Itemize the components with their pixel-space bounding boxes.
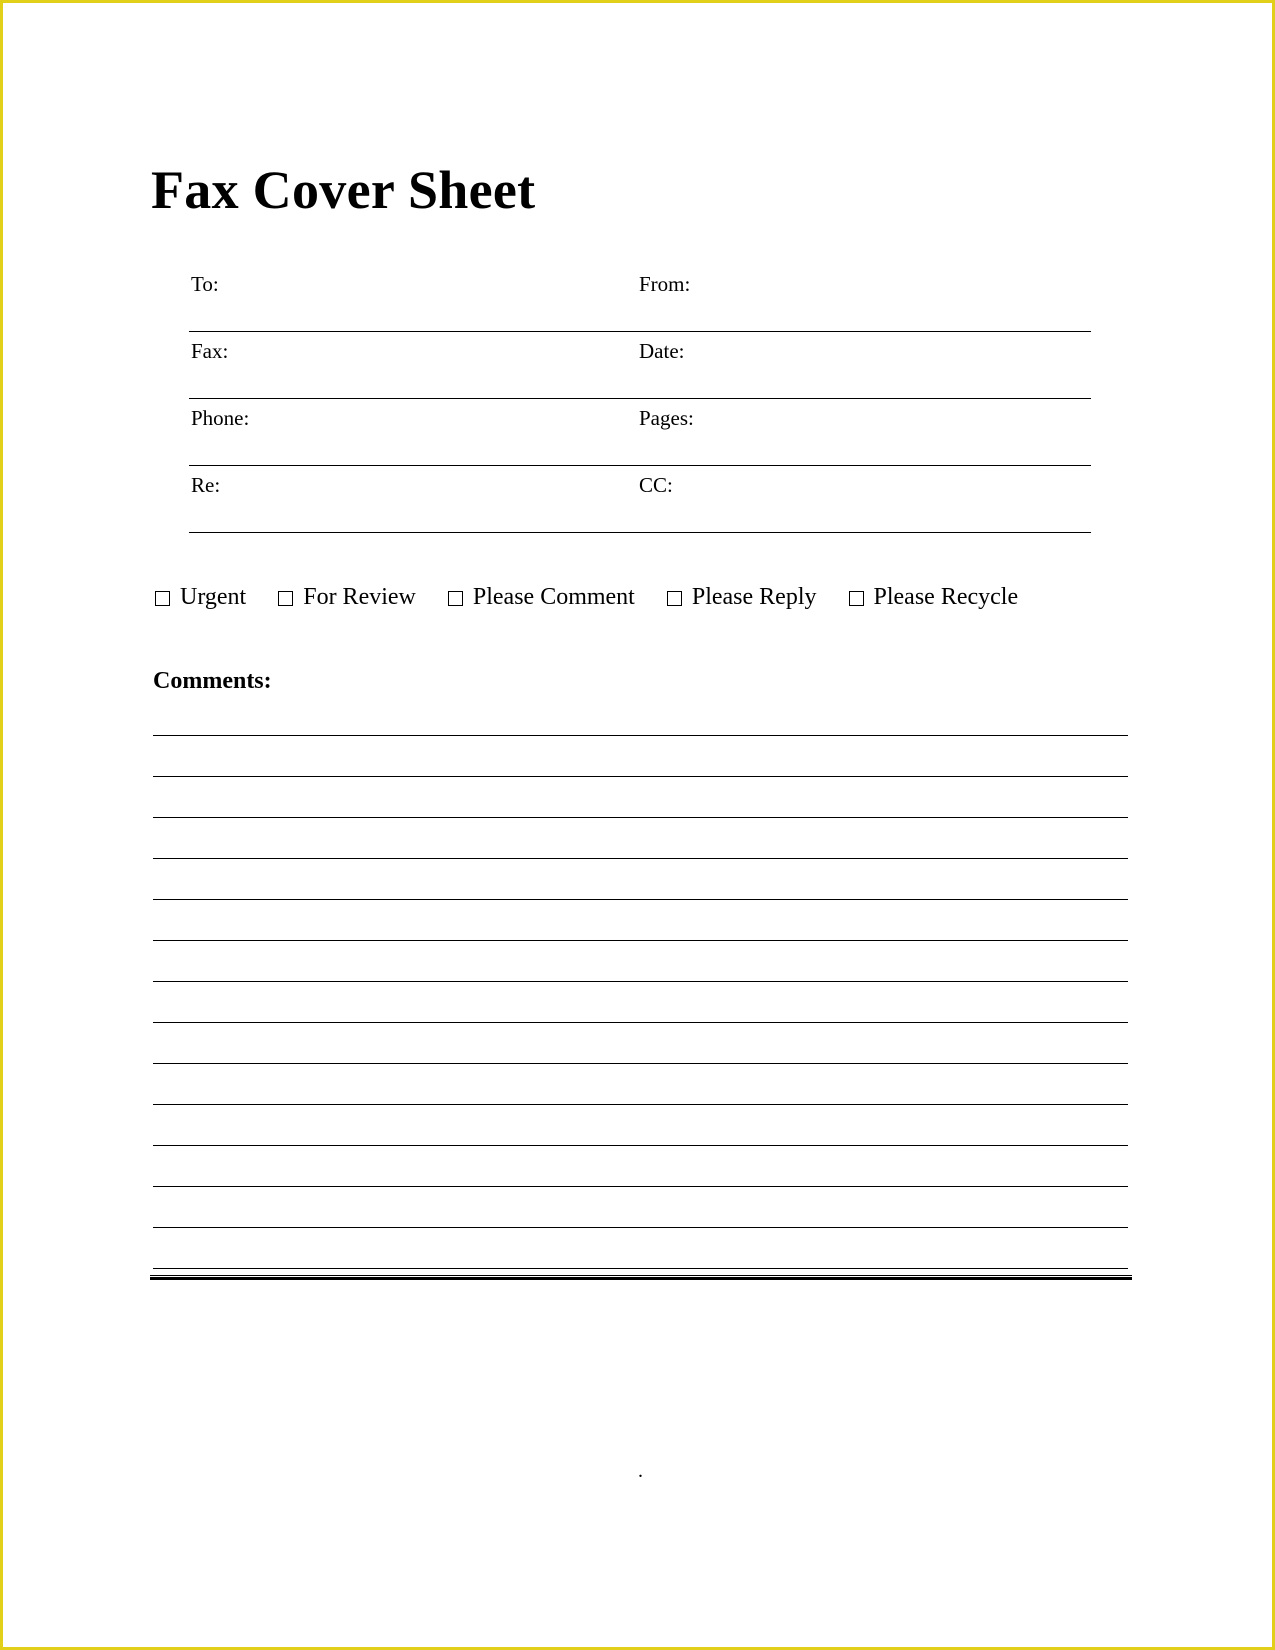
field-row-to-from <box>189 265 1091 332</box>
checkbox-icon[interactable] <box>448 591 463 606</box>
comments-label: Comments: <box>153 668 272 694</box>
checkbox-icon[interactable] <box>155 591 170 606</box>
cc-label: CC: <box>639 473 673 497</box>
comment-line[interactable] <box>153 777 1128 818</box>
comment-line[interactable] <box>153 982 1128 1023</box>
closing-double-rule <box>150 1275 1132 1280</box>
comment-line[interactable] <box>153 900 1128 941</box>
comment-line[interactable] <box>153 1064 1128 1105</box>
checkbox-please-recycle[interactable] <box>849 585 1019 609</box>
comment-line[interactable] <box>153 941 1128 982</box>
comment-line[interactable] <box>153 1023 1128 1064</box>
field-row-phone-pages <box>189 399 1091 466</box>
footer-mark: . <box>638 1460 643 1482</box>
checkbox-label: Please Reply <box>691 584 817 610</box>
field-row-re-cc <box>189 466 1091 533</box>
checkbox-urgent[interactable] <box>155 585 246 609</box>
status-checkboxes <box>155 585 1050 609</box>
comment-line[interactable] <box>153 1187 1128 1228</box>
pages-label: Pages: <box>639 406 694 430</box>
checkbox-icon[interactable] <box>278 591 293 606</box>
checkbox-for-review[interactable] <box>278 585 416 609</box>
checkbox-label: Please Comment <box>472 584 635 610</box>
checkbox-label: Urgent <box>180 584 247 610</box>
comment-line[interactable] <box>153 1146 1128 1187</box>
comment-line[interactable] <box>153 1228 1128 1269</box>
fax-label: Fax: <box>191 339 229 363</box>
checkbox-icon[interactable] <box>849 591 864 606</box>
comment-line[interactable] <box>153 736 1128 777</box>
field-row-fax-date <box>189 332 1091 399</box>
comment-line[interactable] <box>153 695 1128 736</box>
checkbox-please-reply[interactable] <box>667 585 817 609</box>
phone-label: Phone: <box>191 406 250 430</box>
comment-lines <box>153 695 1128 1269</box>
to-label: To: <box>191 272 219 296</box>
comment-line[interactable] <box>153 818 1128 859</box>
comment-line[interactable] <box>153 1105 1128 1146</box>
checkbox-please-comment[interactable] <box>448 585 635 609</box>
checkbox-label: Please Recycle <box>873 584 1019 610</box>
date-label: Date: <box>639 339 685 363</box>
comment-line[interactable] <box>153 859 1128 900</box>
checkbox-label: For Review <box>303 584 416 610</box>
checkbox-icon[interactable] <box>667 591 682 606</box>
page-title: Fax Cover Sheet <box>151 160 536 220</box>
from-label: From: <box>639 272 691 296</box>
re-label: Re: <box>191 473 221 497</box>
header-fields <box>189 265 1091 533</box>
